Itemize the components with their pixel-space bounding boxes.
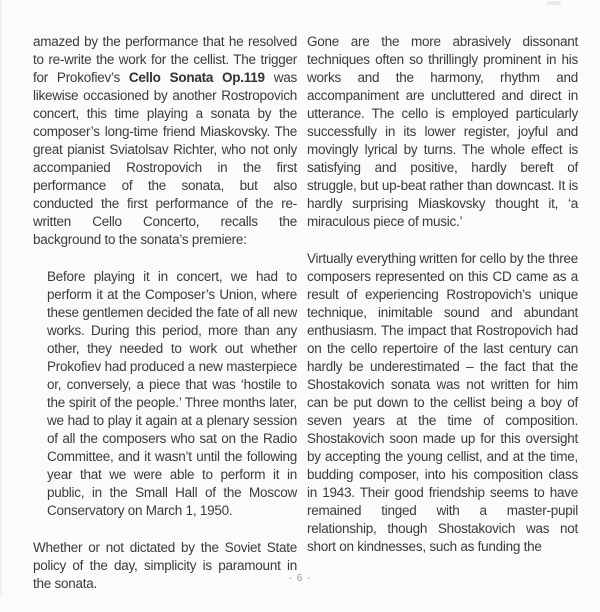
paragraph-intro-text-before: amazed by the performance that he resolved to re-write the work for the cellist. The trigger for Prokofiev’s: [33, 34, 297, 85]
scan-artifact-mark: [547, 1, 561, 5]
paragraph-simplicity: Whether or not dictated by the Soviet State policy of the day, simplicity is paramount in the sonata.: [33, 540, 297, 591]
paragraph-intro-text-after: was likewise occasioned by another Rostropovich concert, this time playing a sonata by the composer’s long-time friend Miaskovsky. The great pianist Sviatolsav Richter, who not only accompanied Rostropovich in the first performance of the sonata, but also conducted the first performance of the re-written Cello Concerto, recalls the background to the sonata’s premiere:: [33, 70, 297, 247]
right-column: [307, 33, 578, 612]
richter-quote-blockquote: Before playing it in concert, we had to perform it at the Composer’s Union, where these gentlemen decided the fate of all new works. During this period, more than any other, they needed to work out whether Prokofiev had produced a new masterpiece or, conversely, a piece that was ‘hostile to the spirit of the people.’ Three months later, we had to play it again at a plenary session of all the composers who sat on the Radio Committee, and it wasn’t until the following year that we were able to perform it in public, in the Small Hall of the Moscow Conservatory on March 1, 1950.: [47, 269, 297, 518]
paragraph-intro: [33, 33, 297, 249]
paragraph-style-description: Gone are the more abrasively dissonant techniques often so thrillingly prominent in his works and the harmony, rhythm and accompaniment are uncluttered and direct in utterance. The cello is employed particularly successfully in its lower register, joyful and movingly lyrical by turns. The whole effect is satisfying and positive, hardly bereft of struggle, but up-beat rather than downcast. It is hardly surprising Miaskovsky thought it, ‘a miraculous piece of music.’: [307, 34, 578, 229]
scan-edge-shadow: [0, 0, 3, 595]
text-columns: [33, 33, 578, 612]
left-column: [33, 33, 297, 612]
page-number: - 6 -: [288, 573, 312, 584]
paragraph-rostropovich-impact: Virtually everything written for cello by the three composers represented on this CD came as a result of experiencing Rostropovich’s unique technique, inimitable sound and abundant enthusiasm. The impact that Rostropovich had on the cello repertoire of the last century can hardly be underestimated – the fact that the Shostakovich sonata was not written for him can be put down to the cellist being a boy of seven years at the time of composition. Shostakovich soon made up for this oversight by accepting the young cellist, and at the time, budding composer, into his composition class in 1943. Their good friendship seems to have remained tinged with a master-pupil relationship, though Shostakovich was not short on kindnesses, such as funding the: [307, 251, 578, 554]
work-title-bold: Cello Sonata Op.119: [128, 70, 265, 85]
